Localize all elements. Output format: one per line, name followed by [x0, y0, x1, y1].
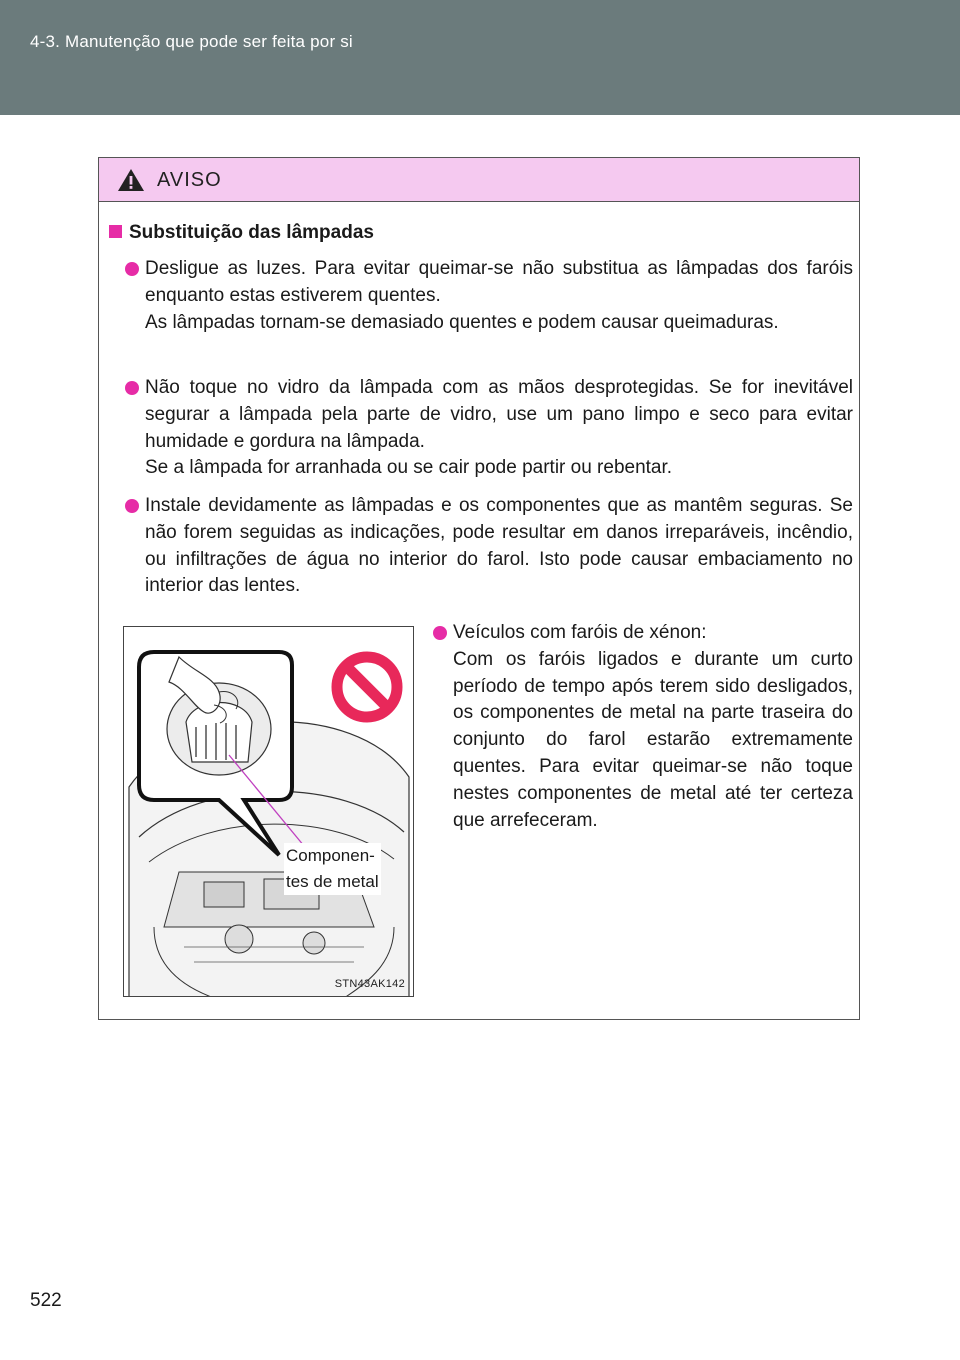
bullet-text: Não toque no vidro da lâmpada com as mãos desprotegidas. Se for inevitável segurar a lâmpada pela parte de vidro, use um pano limpo e seco para evitar humidade e gordura na lâmpada. — [145, 377, 853, 452]
warning-header — [99, 158, 859, 202]
bullet-dot-icon — [125, 381, 139, 395]
bullet-text: Instale devidamente as lâmpadas e os componentes que as mantêm seguras. Se não forem seguidas as indicações, pode resultar em danos irreparáveis, incêndio, ou infiltrações de água no interior do farol. Isto pode causar embaciamento no interior das lentes. — [145, 495, 853, 597]
bullet-item — [433, 620, 853, 834]
bullet-text: Veículos com faróis de xénon: — [453, 622, 707, 643]
page-header — [0, 0, 960, 115]
page-number: 522 — [30, 1290, 62, 1311]
bullet-text: Desligue as luzes. Para evitar queimar-se não substitua as lâmpadas dos faróis enquanto estas estiverem quentes. — [145, 258, 853, 306]
metal-components-label — [284, 843, 381, 895]
bullet-item — [125, 493, 853, 600]
figure-code: STN43AK142 — [334, 978, 405, 990]
bullet-dot-icon — [433, 626, 447, 640]
bullet-text-note: Se a lâmpada for arranhada ou se cair pode partir ou rebentar. — [145, 457, 673, 479]
illustration-figure — [123, 626, 414, 997]
engine-bay-illustration — [124, 627, 414, 997]
label-line: tes de metal — [286, 872, 379, 891]
warning-title: AVISO — [157, 169, 222, 191]
bullet-text-note: Com os faróis ligados e durante um curto período de tempo após terem sido desligados, os componentes de metal na parte traseira do conjunto do farol estarão extremamente quentes. Para evitar queimar-se não toque nestes componentes de metal até ter certeza que arrefeceram. — [453, 648, 853, 831]
bullet-dot-icon — [125, 262, 139, 276]
chapter-title: 4-3. Manutenção que pode ser feita por si — [30, 32, 353, 51]
section-square-icon — [109, 225, 122, 238]
warning-triangle-icon — [117, 168, 145, 192]
bullet-text-note: As lâmpadas tornam-se demasiado quentes e podem causar queimaduras. — [145, 311, 779, 333]
label-line: Componen- — [286, 846, 375, 865]
warning-box — [98, 157, 860, 1020]
bullet-dot-icon — [125, 499, 139, 513]
bullet-item — [125, 256, 853, 336]
section-title-text: Substituição das lâmpadas — [129, 222, 374, 243]
section-title — [109, 222, 374, 244]
bullet-item — [125, 375, 853, 482]
